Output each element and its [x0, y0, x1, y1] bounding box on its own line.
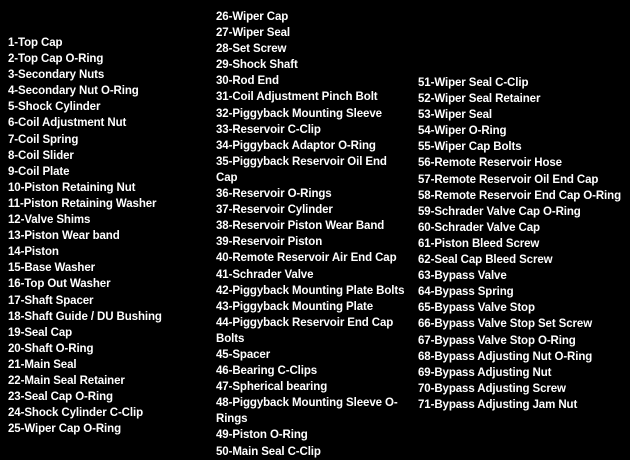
list-item: 52-Wiper Seal Retainer	[418, 93, 541, 106]
list-item: 66-Bypass Valve Stop Set Screw	[418, 318, 593, 331]
list-item: 47-Spherical bearing	[216, 381, 328, 394]
legend-column-2	[216, 9, 410, 460]
list-item: 65-Bypass Valve Stop	[418, 302, 535, 315]
list-item: 33-Reservoir C-Clip	[216, 123, 321, 136]
list-item: 54-Wiper O-Ring	[418, 125, 507, 138]
list-item: 7-Coil Spring	[8, 133, 79, 146]
list-item: 5-Shock Cylinder	[8, 101, 101, 114]
list-item: 28-Set Screw	[216, 43, 287, 56]
list-item: 34-Piggyback Adaptor O-Ring	[216, 139, 376, 152]
list-item: 71-Bypass Adjusting Jam Nut	[418, 398, 578, 411]
list-item: 10-Piston Retaining Nut	[8, 181, 136, 194]
legend-column-3	[418, 75, 624, 413]
list-item: 41-Schrader Valve	[216, 268, 314, 281]
list-item: 14-Piston	[8, 246, 59, 259]
list-item: 60-Schrader Valve Cap	[418, 221, 540, 234]
list-item: 6-Coil Adjustment Nut	[8, 117, 127, 130]
list-item: 51-Wiper Seal C-Clip	[418, 77, 529, 89]
legend-column-1	[8, 35, 204, 437]
list-item: 50-Main Seal C-Clip	[216, 445, 321, 458]
list-item: 49-Piston O-Ring	[216, 429, 308, 442]
list-item: 68-Bypass Adjusting Nut O-Ring	[418, 350, 593, 363]
list-item: 23-Seal Cap O-Ring	[8, 391, 113, 404]
list-item: 53-Wiper Seal	[418, 109, 493, 122]
list-item: 9-Coil Plate	[8, 165, 70, 178]
list-item: 70-Bypass Adjusting Screw	[418, 382, 566, 395]
list-item: 56-Remote Reservoir Hose	[418, 157, 562, 170]
list-item: 48-Piggyback Mounting Sleeve O-Rings	[216, 397, 398, 426]
list-item: 3-Secondary Nuts	[8, 69, 105, 82]
list-item: 26-Wiper Cap	[216, 11, 289, 23]
list-item: 31-Coil Adjustment Pinch Bolt	[216, 91, 378, 104]
list-item: 46-Bearing C-Clips	[216, 365, 318, 378]
list-item: 40-Remote Reservoir Air End Cap	[216, 252, 397, 265]
list-item: 2-Top Cap O-Ring	[8, 53, 104, 66]
list-item: 27-Wiper Seal	[216, 27, 291, 40]
list-item: 29-Shock Shaft	[216, 59, 298, 72]
list-item: 43-Piggyback Mounting Plate	[216, 300, 374, 313]
list-item: 22-Main Seal Retainer	[8, 374, 125, 387]
list-item: 39-Reservoir Piston	[216, 236, 323, 249]
list-item: 32-Piggyback Mounting Sleeve	[216, 107, 382, 120]
list-item: 59-Schrader Valve Cap O-Ring	[418, 205, 581, 218]
list-item: 15-Base Washer	[8, 262, 96, 275]
list-item: 30-Rod End	[216, 75, 279, 88]
list-item: 64-Bypass Spring	[418, 286, 514, 299]
list-item: 35-Piggyback Reservoir Oil End Cap	[216, 155, 387, 184]
list-item: 19-Seal Cap	[8, 326, 73, 339]
list-item: 62-Seal Cap Bleed Screw	[418, 254, 553, 267]
list-item: 57-Remote Reservoir Oil End Cap	[418, 173, 599, 186]
list-item: 58-Remote Reservoir End Cap O-Ring	[418, 189, 622, 202]
list-item: 42-Piggyback Mounting Plate Bolts	[216, 284, 405, 297]
list-item: 20-Shaft O-Ring	[8, 342, 94, 355]
list-item: 37-Reservoir Cylinder	[216, 204, 333, 217]
list-item: 1-Top Cap	[8, 37, 63, 49]
list-item: 67-Bypass Valve Stop O-Ring	[418, 334, 576, 347]
list-item: 18-Shaft Guide / DU Bushing	[8, 310, 162, 323]
list-item: 63-Bypass Valve	[418, 270, 507, 283]
list-item: 16-Top Out Washer	[8, 278, 111, 291]
list-item: 8-Coil Slider	[8, 149, 74, 162]
list-item: 13-Piston Wear band	[8, 230, 120, 243]
list-item: 4-Secondary Nut O-Ring	[8, 85, 139, 98]
list-item: 25-Wiper Cap O-Ring	[8, 423, 122, 436]
list-item: 36-Reservoir O-Rings	[216, 188, 332, 201]
list-item: 61-Piston Bleed Screw	[418, 237, 540, 250]
list-item: 21-Main Seal	[8, 358, 77, 371]
list-item: 17-Shaft Spacer	[8, 294, 94, 307]
list-item: 38-Reservoir Piston Wear Band	[216, 220, 385, 233]
list-item: 11-Piston Retaining Washer	[8, 197, 157, 210]
list-item: 69-Bypass Adjusting Nut	[418, 366, 552, 379]
list-item: 24-Shock Cylinder C-Clip	[8, 407, 143, 420]
list-item: 45-Spacer	[216, 348, 271, 361]
list-item: 55-Wiper Cap Bolts	[418, 141, 522, 154]
list-item: 44-Piggyback Reservoir End Cap Bolts	[216, 316, 394, 345]
list-item: 12-Valve Shims	[8, 214, 91, 227]
